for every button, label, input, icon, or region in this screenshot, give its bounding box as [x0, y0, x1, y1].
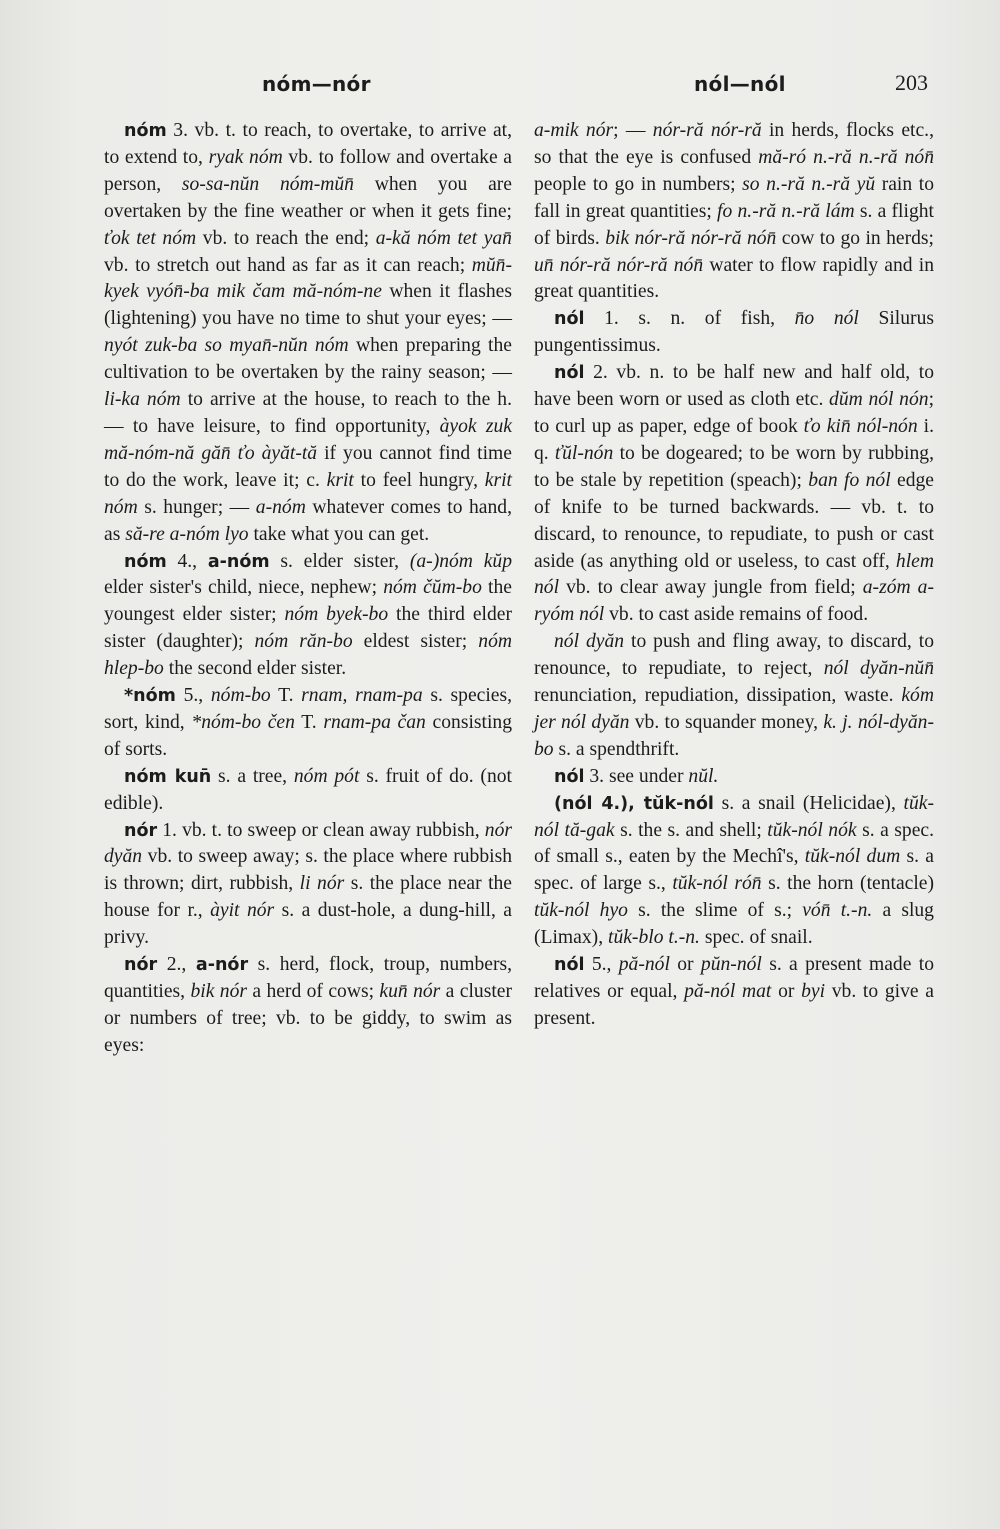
entry-example-italic: tŭk-blo t.-n. [608, 927, 700, 949]
entry-example-italic: tŭk-nól tă-gak [534, 792, 935, 841]
entry-text: people to go in numbers; [534, 173, 743, 195]
entry-headword: (nól 4.), tŭk-nól [554, 793, 714, 814]
entry-example-italic: a-nóm [255, 496, 306, 518]
entry-text: s. a dust-hole, a dung-hill, a privy. [104, 900, 512, 949]
entry-text: vb. to follow and overtake a person, [104, 146, 512, 195]
entry-text: the third elder sister (daughter); [104, 604, 512, 653]
entry-text: s. species, sort, kind, [104, 685, 513, 733]
entry-text: elder sister's child, niece, nephew; [104, 577, 384, 599]
entry-text: 5., [584, 954, 619, 976]
dictionary-entry [104, 764, 512, 818]
entry-text: take what you can get. [248, 523, 430, 545]
entry-text: edge of knife to be turned backwards. — vb. t. to discard, to renounce, to repudiate, to push or cast aside (as anything old or useless, to cast off, [534, 469, 935, 572]
entry-example-italic: să-re a-nóm lyo [125, 523, 249, 545]
entry-text: a herd of cows; [247, 981, 380, 1002]
entry-example-italic: ťo kin̄ nól-nón [803, 415, 918, 437]
entry-example-italic: rnam, rnam-pa [301, 685, 423, 707]
entry-text: vb. to give a present. [534, 981, 934, 1029]
entry-text: ; to curl up as paper, edge of book [534, 389, 935, 437]
entry-example-italic: byi [801, 981, 826, 1002]
entry-headword: nór [124, 955, 158, 976]
entry-example-italic: nól dyăn [554, 631, 625, 653]
dictionary-entry [534, 118, 934, 306]
entry-example-italic: pŭn-nól [700, 954, 762, 976]
entry-example-italic: bik nór [190, 981, 247, 1002]
entry-text: vb. to reach the end; [196, 227, 376, 249]
entry-example-italic: vón̄ t.-n. [802, 900, 873, 922]
entry-text: Silurus pungentissimus. [534, 308, 934, 357]
entry-text: T. [270, 685, 302, 707]
entry-example-italic: k. j. nól-dyăn-bo [534, 711, 934, 760]
dictionary-entry [104, 683, 512, 764]
entry-example-italic: rnam-pa čan [323, 711, 426, 733]
entry-example-italic: mă-ró n.-ră n.-ră nón̄ [758, 146, 935, 168]
entry-text: to be dogeared; to be worn by rubbing, to be stale by repetition (speach); [534, 442, 934, 491]
entry-example-italic: a-kă nóm tet yan̄ [375, 227, 512, 249]
entry-headword: nóm [124, 551, 167, 572]
entry-text: vb. to cast aside remains of food. [604, 604, 869, 626]
dictionary-entry [534, 306, 934, 360]
entry-text: when preparing the cultivation to be overtaken by the rainy season; — [104, 335, 512, 384]
entry-example-italic: nóm răn-bo [254, 631, 353, 653]
entry-example-italic: ban fo nól [808, 469, 891, 491]
dictionary-entry [104, 818, 512, 953]
dictionary-entry [104, 118, 512, 549]
entry-text: vb. to stretch out hand as far as it can reach; [104, 254, 472, 276]
entry-text: s. fruit of do. (not edible). [104, 765, 512, 814]
entry-example-italic: pă-nól mat [684, 981, 772, 1002]
entry-text: consisting of sorts. [104, 711, 512, 760]
entry-text: rain to fall in great quantities; [534, 173, 934, 222]
entry-example-italic: a-mik nór [534, 120, 614, 141]
entry-example-italic: bik nór-ră nór-ră nón̄ [605, 227, 777, 249]
entry-example-italic: nól dyăn-nŭn̄ [823, 658, 934, 680]
entry-text: vb. to sweep away; s. the place where rubbish is thrown; dirt, rubbish, [104, 846, 512, 895]
entry-text: 3. vb. t. to reach, to overtake, to arrive at, to extend to, [104, 120, 512, 168]
entry-example-italic: li-ka nóm [104, 389, 181, 411]
entry-headword: nóm [124, 121, 167, 141]
entry-headword: a-nór [195, 955, 249, 976]
left-column [104, 118, 512, 1060]
running-head-right: nól—nól [694, 72, 786, 96]
entry-text: 1. s. n. of fish, [584, 308, 795, 330]
entry-example-italic: àyit nór [210, 900, 275, 922]
entry-text: 4., [166, 550, 208, 572]
entry-example-italic: so n.-ră n.-ră yŭ [742, 173, 876, 195]
right-column [534, 118, 934, 1033]
entry-text: s. a snail (Helicidae), [713, 792, 904, 814]
entry-text: 2., [157, 954, 196, 976]
entry-text: in herds, flocks etc., so that the eye is confused [534, 120, 934, 168]
entry-text: s. herd, flock, troup, numbers, quantities, [104, 954, 513, 1002]
entry-example-italic: tŭk-nól nók [767, 819, 857, 841]
entry-text: to arrive at the house, to reach to the h. — to have leisure, to find opportunity, [104, 389, 512, 437]
entry-text: when it flashes (lightening) you have no time to shut your eyes; — [104, 281, 512, 330]
entry-example-italic: nóm-bo [210, 685, 271, 707]
entry-example-italic: nór-ră nór-ră [652, 120, 762, 141]
entry-text: whatever comes to hand, as [104, 496, 512, 545]
entry-example-italic: tŭk-nól hyo [534, 900, 628, 922]
entry-text: 2. vb. n. to be half new and half old, to have been worn or used as cloth etc. [534, 362, 934, 411]
entry-example-italic: nór dyăn [104, 819, 512, 868]
entry-text: s. a flight of birds. [534, 200, 934, 249]
entry-example-italic: nŭl. [688, 765, 719, 787]
running-head-left: nóm—nór [262, 72, 371, 96]
entry-headword: *nóm [124, 686, 176, 707]
entry-text: i. q. [534, 415, 934, 464]
entry-example-italic: (a-)nóm kŭp [409, 550, 513, 572]
entry-text: 3. see under [584, 765, 689, 787]
entry-text: to feel hungry, [353, 469, 485, 491]
entry-text: when you are overtaken by the fine weather or when it gets fine; [104, 173, 512, 222]
entry-text: 1. vb. t. to sweep or clean away rubbish, [157, 819, 485, 841]
entry-example-italic: àyok zuk mă-nóm-nă găn̄ ťo àyăt-tă [104, 415, 512, 464]
entry-headword: nól [554, 766, 585, 787]
entry-example-italic: nóm pót [293, 765, 360, 787]
entry-example-italic: nóm čŭm-bo [383, 577, 482, 599]
entry-headword: nól [554, 309, 585, 330]
entry-text: or [771, 981, 802, 1002]
entry-example-italic: kun̄ nór [379, 981, 441, 1002]
entry-text: ; — [613, 120, 653, 141]
entry-example-italic: un̄ nór-ră nór-ră nón̄ [534, 254, 704, 276]
entry-text: spec. of snail. [699, 927, 813, 949]
entry-example-italic: kóm jer nól dyăn [534, 685, 934, 733]
entry-example-italic: krit [326, 469, 354, 491]
entry-text: if you cannot find time to do the work, leave it; c. [104, 442, 512, 491]
entry-text: s. a spec. of small s., eaten by the Mechî's, [534, 819, 934, 868]
entry-text: 5., [175, 685, 211, 707]
dictionary-entry [534, 764, 934, 791]
page-number: 203 [895, 70, 928, 95]
entry-text: s. a tree, [211, 765, 294, 787]
entry-example-italic: nyót zuk-ba so myan̄-nŭn nóm [104, 335, 349, 357]
entry-text: renunciation, repudiation, dissipation, waste. [534, 685, 902, 707]
entry-text: eldest sister; [352, 631, 479, 653]
entry-text: s. a present made to relatives or equal, [534, 954, 935, 1002]
entry-text: a cluster or numbers of tree; vb. to be giddy, to swim as eyes: [104, 981, 512, 1056]
entry-headword: nór [124, 820, 158, 841]
entry-example-italic: nóm hlep-bo [104, 631, 513, 680]
entry-example-italic: li nór [299, 873, 345, 895]
entry-example-italic: ryak nóm [208, 146, 283, 168]
dictionary-entry [534, 629, 934, 764]
entry-text: cow to go in herds; [776, 227, 934, 249]
entry-text: s. the horn (tentacle) [761, 873, 935, 895]
entry-example-italic: mŭn̄-kyek vyón̄-ba mik čam mă-nóm-ne [104, 254, 512, 303]
entry-example-italic: a-zóm a-ryóm nól [534, 577, 934, 626]
entry-text: s. a spendthrift. [553, 738, 680, 760]
dictionary-entry [104, 549, 512, 684]
entry-example-italic: n̄o nól [794, 308, 859, 330]
entry-example-italic: tŭk-nól rón̄ [672, 873, 762, 895]
dictionary-entry [534, 360, 934, 629]
entry-text: a slug (Limax), [534, 900, 934, 949]
entry-text: or [669, 954, 701, 976]
entry-text: s. hunger; — [137, 496, 256, 518]
entry-text: vb. to clear away jungle from field; [559, 577, 863, 599]
entry-example-italic: ťok tet nóm [104, 227, 197, 249]
entry-example-italic: ťŭl-nón [554, 442, 614, 464]
entry-text: water to flow rapidly and in great quantities. [534, 254, 934, 303]
entry-headword: a-nóm [207, 551, 270, 572]
entry-example-italic: nóm byek-bo [284, 604, 389, 626]
entry-text: s. a spec. of large s., [534, 846, 934, 895]
entry-text: to push and fling away, to discard, to renounce, to repudiate, to reject, [534, 631, 934, 680]
entry-text: vb. to squander money, [629, 711, 824, 733]
entry-example-italic: dŭm nól nón [829, 389, 929, 411]
entry-text: the second elder sister. [163, 658, 347, 680]
entry-example-italic: so-sa-nŭn nóm-mŭn̄ [181, 173, 354, 195]
dictionary-entry [534, 952, 934, 1033]
entry-text: s. elder sister, [269, 550, 410, 572]
entry-text: the youngest elder sister; [104, 577, 512, 626]
entry-text: s. the place near the house for r., [104, 873, 513, 922]
dictionary-entry [534, 791, 934, 952]
entry-text: T. [294, 711, 324, 733]
entry-headword: nól [554, 363, 585, 384]
entry-text: s. the slime of s.; [627, 900, 803, 922]
entry-text: s. the s. and shell; [614, 819, 768, 841]
entry-example-italic: krit nóm [104, 469, 512, 518]
entry-example-italic: *nóm-bo čen [191, 711, 295, 733]
entry-example-italic: hlem nól [534, 550, 934, 599]
entry-headword: nóm kun̄ [124, 766, 212, 787]
entry-example-italic: tŭk-nól dum [804, 846, 901, 868]
entry-example-italic: pă-nól [618, 954, 670, 976]
dictionary-entry [104, 952, 512, 1060]
entry-example-italic: fo n.-ră n.-ră lám [717, 200, 855, 222]
entry-headword: nól [554, 955, 585, 976]
